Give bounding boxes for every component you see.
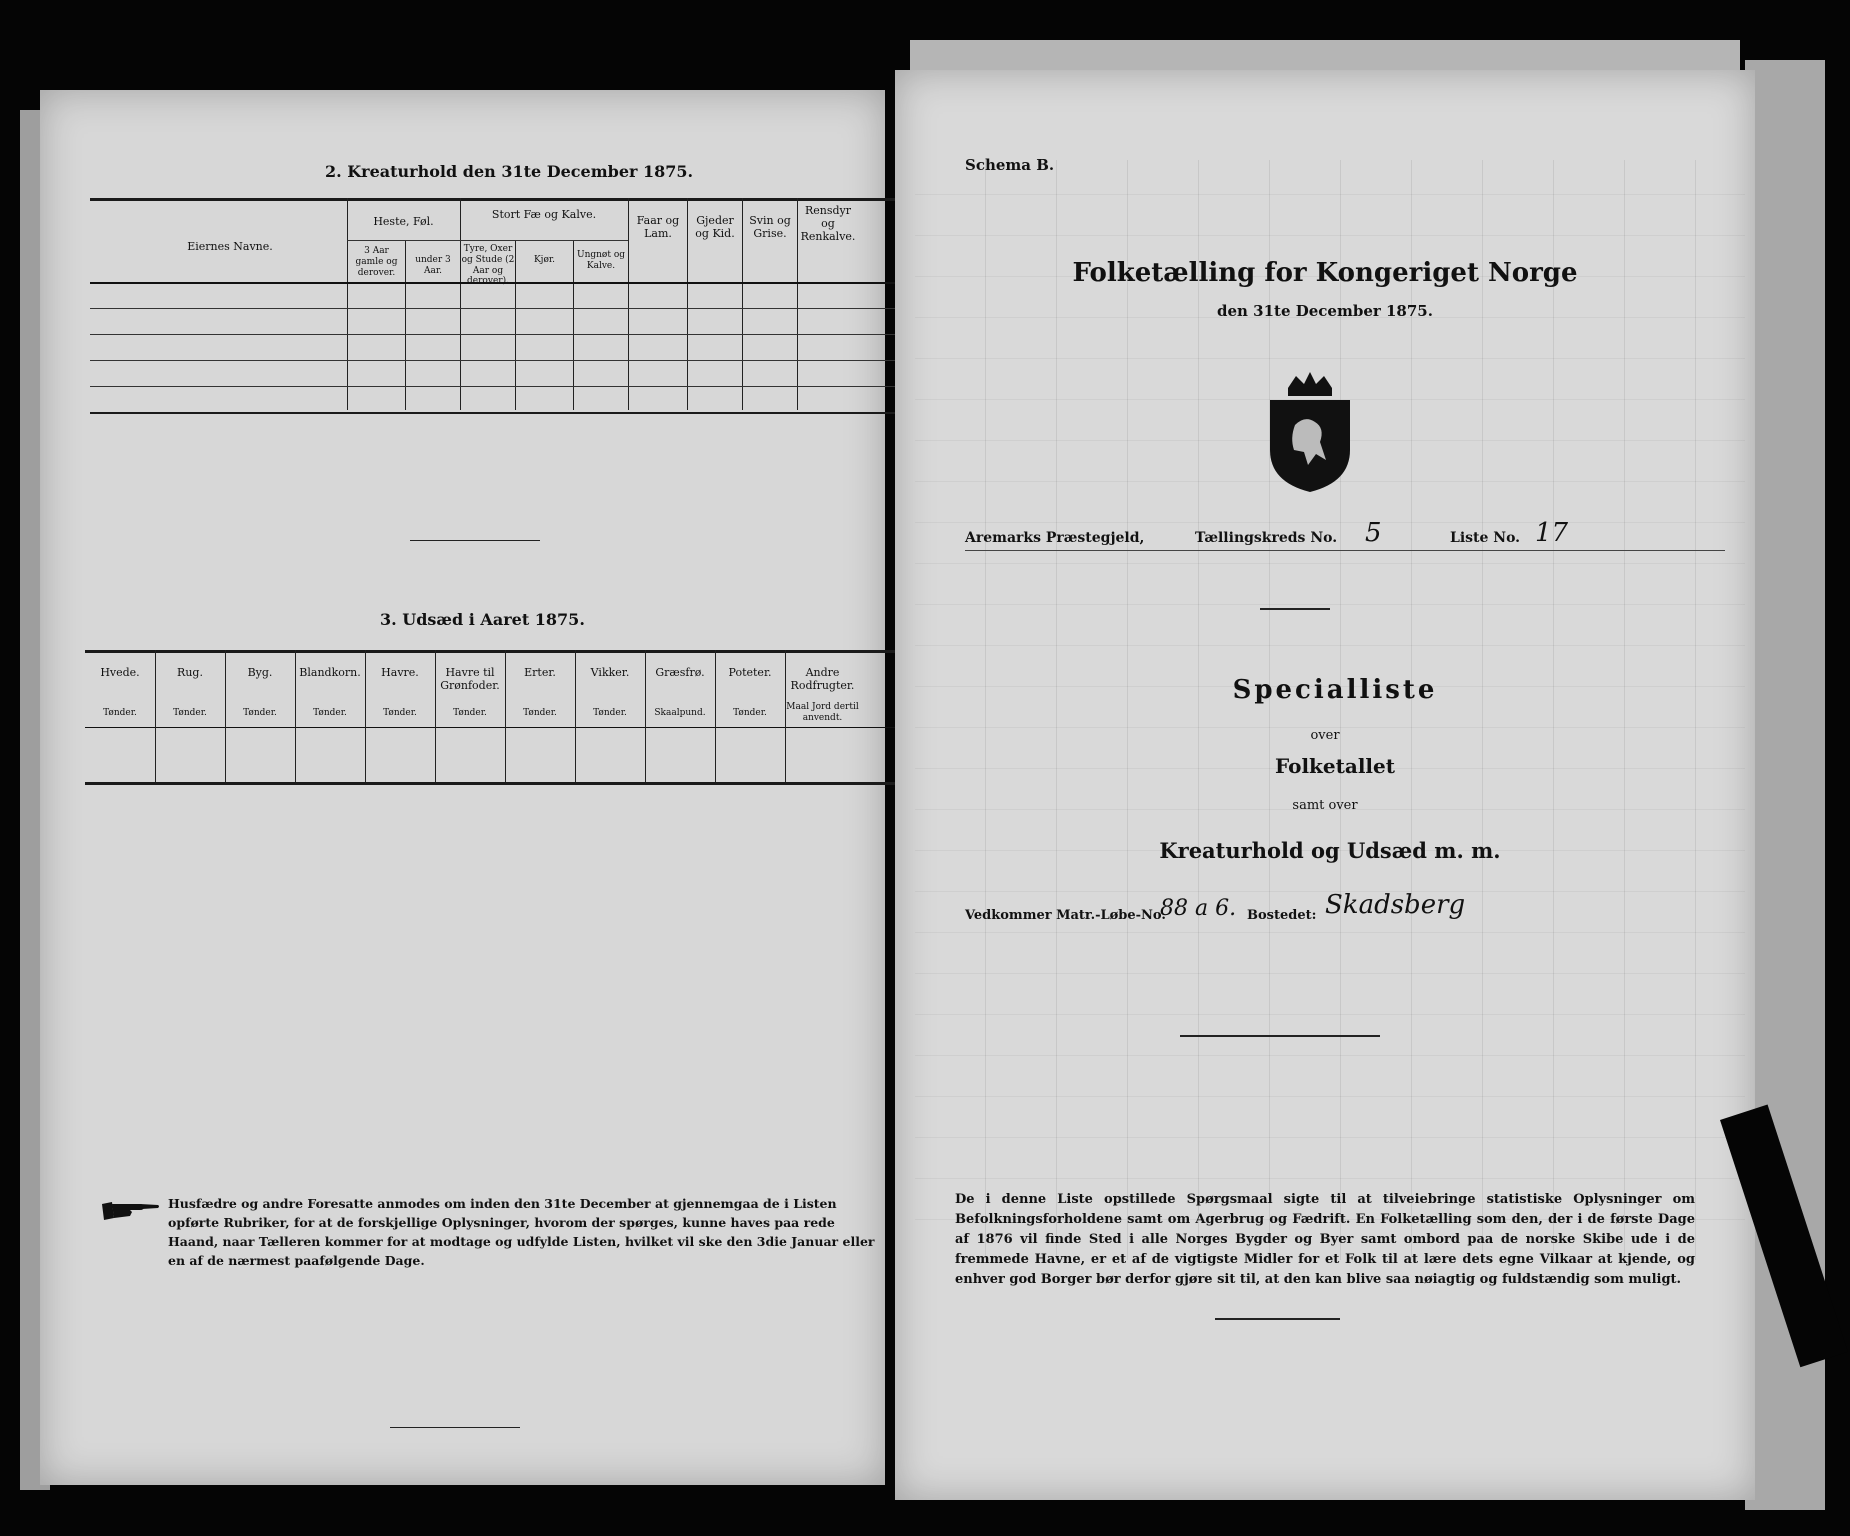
table3-col-unit: Tønder. bbox=[103, 708, 137, 718]
table3-col-unit: Tønder. bbox=[593, 708, 627, 718]
table2-gjeder: Gjeder og Kid. bbox=[695, 214, 735, 241]
table2-row-rule bbox=[90, 308, 905, 309]
folketallet: Folketallet bbox=[1275, 754, 1395, 778]
left-page bbox=[40, 90, 885, 1485]
liste-value: 17 bbox=[1535, 518, 1569, 548]
table3-bottom-rule bbox=[85, 782, 910, 785]
table3-col-unit: Tønder. bbox=[453, 708, 487, 718]
table3-col-label: Havre til Grønfoder. bbox=[440, 666, 500, 693]
matr-value: 88 a 6. bbox=[1160, 896, 1237, 921]
table2-heste-b: under 3 Aar. bbox=[415, 255, 451, 276]
table3-col-label: Poteter. bbox=[728, 666, 772, 679]
table3-col-label: Græsfrø. bbox=[655, 666, 705, 679]
pointing-hand-icon bbox=[100, 1198, 160, 1224]
table3-col-unit: Tønder. bbox=[313, 708, 347, 718]
table2-col-name: Eiernes Navne. bbox=[187, 240, 273, 253]
kreaturhold-title: Kreaturhold og Udsæd m. m. bbox=[1159, 838, 1501, 863]
table2-rensdyr: Rensdyr og Renkalve. bbox=[800, 204, 856, 244]
closing-divider bbox=[390, 1427, 520, 1428]
table2-faar: Faar og Lam. bbox=[636, 214, 680, 241]
table3-col-unit: Tønder. bbox=[243, 708, 277, 718]
table2-stort-c: Ungnøt og Kalve. bbox=[576, 250, 625, 271]
table2-vline bbox=[347, 198, 348, 410]
bleed-through-table bbox=[915, 160, 1745, 1260]
table3-col-label: Vikker. bbox=[590, 666, 630, 679]
main-title: Folketælling for Kongeriget Norge bbox=[1072, 258, 1578, 288]
table3-header-rule bbox=[85, 727, 910, 728]
tellingskreds-value: 5 bbox=[1365, 518, 1382, 548]
table3-col-label: Blandkorn. bbox=[299, 666, 361, 679]
schema-label: Schema B. bbox=[965, 156, 1055, 174]
table2-stort-b: Kjør. bbox=[533, 255, 556, 265]
norwegian-lion-coat-of-arms-icon bbox=[1260, 370, 1360, 495]
bostedet-value: Skadsberg bbox=[1325, 890, 1466, 920]
special-title: Specialliste bbox=[1232, 675, 1438, 705]
section-divider bbox=[410, 540, 540, 541]
table3-col-label: Rug. bbox=[177, 666, 203, 679]
notice-text: Husfædre og andre Foresatte anmodes om inden den 31te December at gjennemgaa de i Listen opførte Rubriker, for at de forskjellige Oplysninger, hvorom der spørges, kunne haves paa rede Haand, naar Tælleren kommer for at modtage og udfylde Listen, hvilket vil ske den 3die Januar eller en af de nærmest paafølgende Dage. bbox=[168, 1196, 875, 1268]
table2-row-rule bbox=[90, 360, 905, 361]
date-line: den 31te December 1875. bbox=[1217, 302, 1433, 320]
table2-row-rule bbox=[90, 386, 905, 387]
table3-col-label: Havre. bbox=[381, 666, 419, 679]
table3-col-unit: Tønder. bbox=[733, 708, 767, 718]
table2-heste-a: 3 Aar gamle og derover. bbox=[355, 246, 398, 278]
table2-group-heste: Heste, Føl. bbox=[373, 215, 434, 228]
table3-col-unit: Tønder. bbox=[523, 708, 557, 718]
table2-top-rule bbox=[90, 198, 905, 201]
closing-divider bbox=[1215, 1318, 1340, 1320]
table2-svin: Svin og Grise. bbox=[749, 214, 791, 241]
table3-col-unit: Tønder. bbox=[383, 708, 417, 718]
matr-label: Vedkommer Matr.-Løbe-No. bbox=[965, 908, 1166, 923]
table3-col-label: Andre Rodfrugter. bbox=[790, 666, 855, 693]
section3-title: 3. Udsæd i Aaret 1875. bbox=[380, 610, 585, 629]
table3-col-unit: Maal Jord dertil anvendt. bbox=[786, 702, 859, 723]
samt-over: samt over bbox=[1292, 798, 1358, 813]
table3-col-label: Byg. bbox=[247, 666, 273, 679]
table2-bottom-rule bbox=[90, 412, 905, 414]
table2-row-rule bbox=[90, 334, 905, 335]
table2-vline bbox=[628, 198, 629, 410]
location-underline bbox=[965, 550, 1725, 551]
table2-vline bbox=[460, 198, 461, 410]
liste-label: Liste No. bbox=[1450, 530, 1521, 546]
prestegjeld-label: Aremarks Præstegjeld, bbox=[965, 530, 1145, 546]
table3-col-unit: Skaalpund. bbox=[654, 708, 706, 718]
body-text: De i denne Liste opstillede Spørgsmaal sigte til at tilveiebringe statistiske Oplysninger om Befolkningsforholdene samt om Agerbrug og Fædrift. En Folketælling som den, der i de første Dage af 1876 vil finde Sted i alle Norges Bygder og Byer samt ombord paa de norske Skibe ude i de fremmede Havne, er et af de vigtigste Midler for et Folk til at lære dets egne Vilkaar at kjende, og enhver god Borger bør derfor gjøre sit til, at den kan blive saa nøiagtig og fuldstændig som muligt. bbox=[955, 1192, 1695, 1287]
right-page bbox=[895, 70, 1755, 1500]
table3-col-label: Erter. bbox=[524, 666, 556, 679]
bostedet-label: Bostedet: bbox=[1247, 908, 1317, 923]
table2-group-stort: Stort Fæ og Kalve. bbox=[491, 208, 597, 221]
table3-col-label: Hvede. bbox=[100, 666, 140, 679]
signature-line bbox=[1180, 1035, 1380, 1037]
table2-group-rule bbox=[347, 240, 628, 241]
table2-stort-a: Tyre, Oxer og Stude (2 Aar og derover). bbox=[461, 244, 515, 287]
over-text-1: over bbox=[1310, 728, 1340, 743]
divider-short bbox=[1260, 608, 1330, 610]
table3-col-unit: Tønder. bbox=[173, 708, 207, 718]
tellingskreds-label: Tællingskreds No. bbox=[1195, 530, 1338, 546]
section2-title: 2. Kreaturhold den 31te December 1875. bbox=[325, 162, 694, 181]
table3-top-rule bbox=[85, 650, 910, 653]
